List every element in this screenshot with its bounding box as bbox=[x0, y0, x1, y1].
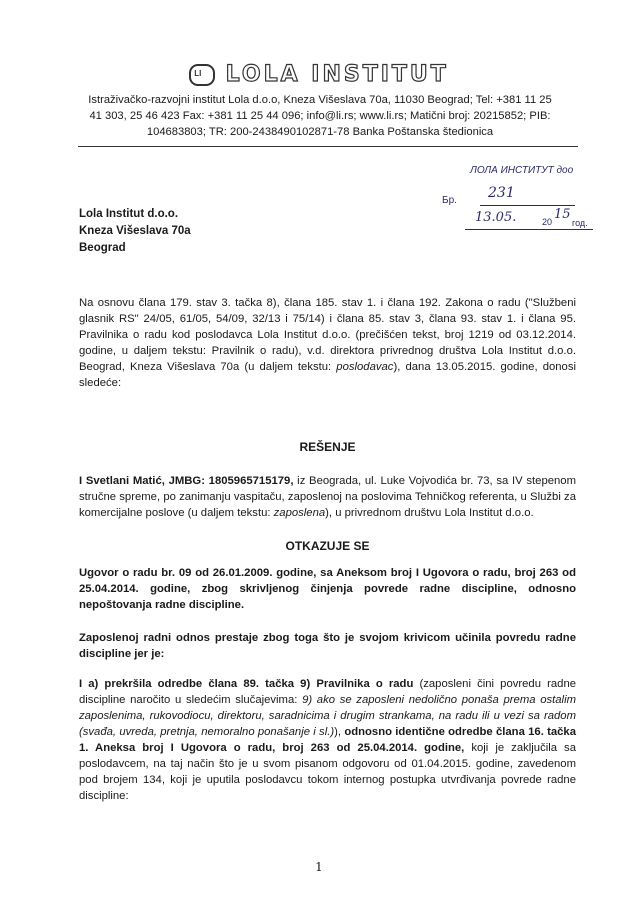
violation-sep: ), bbox=[334, 726, 345, 738]
employee-name: I Svetlani Matić, JMBG: 1805965715179, bbox=[79, 475, 294, 487]
employee-paragraph bbox=[79, 473, 576, 521]
employee-italic: zaposlena bbox=[273, 507, 326, 519]
letterhead-line: Istraživačko-razvojni institut Lola d.o.o, Kneza Višeslava 70a, 11030 Beograd; Tel: +381 11 25 bbox=[88, 94, 552, 106]
violation-annex: odnosno identične odredbe člana 16. tačka 1. Aneksa broj I Ugovora o radu, broj 263 od 25.04.2014. godine, bbox=[79, 726, 576, 754]
heading-otkazuje: OTKAZUJE SE bbox=[285, 539, 370, 553]
letterhead-line: 41 303, 25 46 423 Fax: +381 11 25 44 096; info@li.rs; www.li.rs; Matični broj: 20215852; PIB: bbox=[89, 110, 551, 122]
institute-name: LOLA INSTITUT bbox=[225, 62, 449, 87]
header-divider bbox=[78, 146, 578, 147]
employee-text: iz Beograda, ul. Luke Vojvodića br. 73, sa IV stepenom stručne spreme, po zanimanju vaspitaču, zaposlenoj na poslovima Tehničkog referenta, u Službi za komercijalne poslove (u daljem tekstu: bbox=[79, 475, 576, 519]
letterhead-info bbox=[70, 92, 570, 140]
reason-heading: Zaposlenoj radni odnos prestaje zbog toga što je svojom krivicom učinila povredu radne discipline jer je: bbox=[79, 632, 576, 660]
violation-article: I a) prekršila odredbe člana 89. tačka 9) Pravilnika o radu bbox=[79, 678, 414, 690]
stamp-br-label: Бр. bbox=[442, 195, 457, 206]
employee-text-end: ), u privrednom društvu Lola Institut d.o.o. bbox=[325, 507, 534, 519]
letterhead-line: 104683803; TR: 200-2438490102871-78 Banka Poštanska štedionica bbox=[146, 126, 494, 138]
addressee-block bbox=[79, 206, 191, 257]
stamp-year-prefix: 20 bbox=[542, 217, 553, 227]
stamp-date: 13.05. bbox=[475, 210, 517, 225]
addressee-line: Beograd bbox=[79, 242, 126, 254]
letterhead-logo bbox=[0, 62, 638, 87]
stamp-line bbox=[465, 229, 593, 230]
stamp-year-suffix: год. bbox=[572, 218, 588, 228]
intro-text-end: ), dana 13.05.2015. godine, donosi sledeće: bbox=[79, 361, 576, 389]
stamp-year: 15 bbox=[554, 207, 571, 222]
stamp-number: 231 bbox=[488, 185, 515, 201]
violation-text: (zaposleni čini povredu radne discipline naročito u sledećim slučajevima: bbox=[79, 678, 577, 706]
contract-paragraph: Ugovor o radu br. 09 od 26.01.2009. godine, sa Aneksom broj I Ugovora o radu, broj 263 od 25.04.2014. godine, zbog skrivljenog činjenja povrede radne discipline, odnosno nepoštovanja radne discipline. bbox=[79, 567, 576, 611]
violation-quote: 9) ako se zaposleni nedolično ponaša prema ostalim zaposlenima, rukovodiocu, direktoru, saradnicima i drugim strankama, na radu ili u vezi sa radom (svađa, uvreda, pretnja, nemoralno ponašanje i sl.) bbox=[79, 694, 576, 738]
intro-text: Na osnovu člana 179. stav 3. tačka 8), člana 185. stav 1. i člana 192. Zakona o radu ("Službeni glasnik RS" 24/05, 61/05, 54/09, 32/13 i 75/14) i člana 85. stav 3, člana 93. stav 1. i člana 95. Pravilnika o radu kod poslodavca Lola Institut d.o.o. (prečišćen tekst, broj 1219 od 03.12.2014. godine, u daljem tekstu: Pravilnik o radu), v.d. direktora privrednog društva Lola Institut d.o.o. Beograd, Kneza Višeslava 70a (u daljem tekstu: bbox=[79, 297, 576, 373]
addressee-line: Lola Institut d.o.o. bbox=[79, 208, 179, 220]
intro-paragraph bbox=[79, 295, 576, 391]
violation-paragraph bbox=[79, 676, 576, 804]
addressee-line: Kneza Višeslava 70a bbox=[79, 225, 191, 237]
stamp-line bbox=[480, 205, 575, 206]
heading-resenje: REŠENJE bbox=[299, 440, 356, 454]
institute-logo-icon: LI bbox=[189, 64, 215, 86]
violation-text-end: koji je zaključila sa poslodavcem, na taj način što je u svom pisanom odgovoru od 01.04.2015. godine, zavedenom pod brojem 134, koji je uputila poslodavcu tokom internog postupka utvrđivanja povrede radne discipline: bbox=[79, 742, 576, 802]
intro-italic: poslodavac bbox=[336, 361, 394, 373]
page-number: 1 bbox=[315, 860, 323, 874]
stamp-title: ЛОЛА ИНСТИТУТ доо bbox=[470, 165, 574, 176]
